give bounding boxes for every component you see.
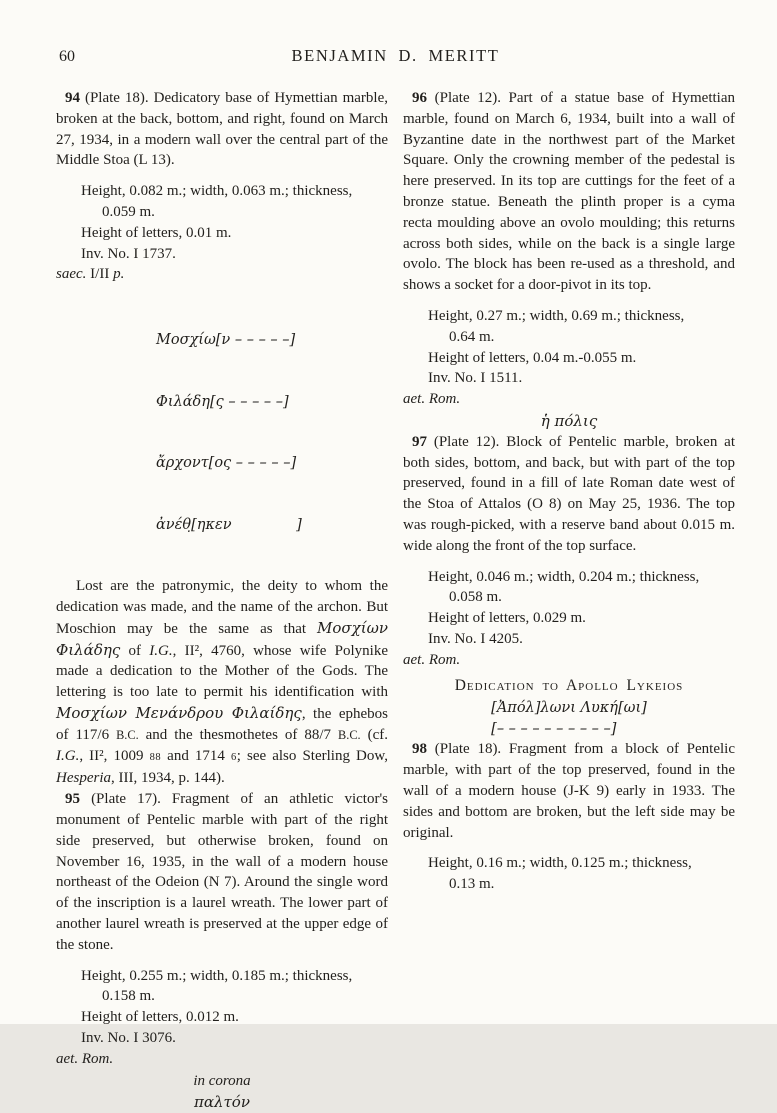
entry-97-heading: Dedication to Apollo Lykeios (454, 676, 684, 694)
measurement-line: Height of letters, 0.04 m.-0.055 m. (428, 349, 637, 366)
entry-96-paragraph (403, 88, 735, 296)
citation-run: Hesperia (56, 770, 111, 787)
inscription-block (491, 698, 647, 739)
entry-95-number: 95 (65, 791, 80, 808)
entry-98-measurements (403, 853, 735, 895)
text-run: ; see also Sterling Dow, (236, 747, 388, 764)
date-run: saec. (56, 266, 87, 283)
text-run: Lost are the patronymic, the deity to whom the dedication was made, and the name of the archon. But Moschion may be the same as that (56, 578, 388, 637)
greek-run: Μοσχίων Φιλάδης (56, 618, 388, 659)
entry-96-inscription-word: ἡ πόλις (540, 411, 598, 430)
entry-97-number: 97 (412, 433, 427, 450)
entry-94-commentary (56, 576, 388, 789)
measurement-line-continuation: 0.158 m. (102, 988, 155, 1005)
measurement-line: Height of letters, 0.01 m. (81, 224, 232, 241)
date-run: p. (113, 266, 125, 283)
text-run: , III, 1934, p. 144). (111, 770, 225, 787)
entry-97-measurements (403, 567, 735, 650)
measurement-line: Inv. No. I 1511. (428, 370, 523, 387)
measurement-line: Inv. No. I 1737. (81, 245, 176, 262)
text-run: , the ephebos of 117/6 (56, 705, 389, 743)
page-header (56, 46, 735, 70)
measurement-line: Height, 0.082 m.; width, 0.063 m.; thickness, (81, 183, 353, 200)
measurement-line-continuation: 0.058 m. (449, 589, 502, 606)
measurement-line-continuation: 0.13 m. (449, 876, 495, 893)
entry-97-date-label (403, 650, 735, 671)
inscription-line: [Ἀπόλ]λωνι Λυκή[ωι] (491, 700, 647, 717)
line-number-run: 6 (230, 751, 237, 763)
entry-95-inscription-word: παλτόν (194, 1093, 250, 1112)
measurement-line: Height, 0.16 m.; width, 0.125 m.; thickness, (428, 855, 692, 872)
inscription-line: Μοσχίω[ν – – – – –] (156, 332, 296, 349)
measurement-line: Height, 0.255 m.; width, 0.185 m.; thickness, (81, 967, 353, 984)
greek-run: Μοσχίων Μενάνδρου Φιλαίδης (56, 703, 302, 722)
entry-95-date-label (56, 1049, 388, 1070)
measurement-line: Height of letters, 0.012 m. (81, 1009, 239, 1026)
text-run: , II², 4760, whose wife Polynike made a dedication to the Mother of the Gods. The lettering is too late to permit his identification with (56, 642, 388, 701)
entry-94-text: (Plate 18). Dedicatory base of Hymettian marble, broken at the back, bottom, and right, found on March 27, 1934, in a modern wall over the central part of the Middle Stoa (L 13). (56, 90, 388, 169)
entry-96-text: (Plate 12). Part of a statue base of Hymettian marble, found on March 6, 1934, built into a wall of Byzantine date in the northwest part of the Market Square. Only the crowning member of the pedestal is here preserved. In its top are cuttings for the feet of a bronze statue. Beneath the plinth proper is a cyma recta moulding above an ovolo moulding; this returns across both sides, while on the back is a single large ovolo. The block has been re-used as a threshold, and shows a socket for a door-pivot in its top. (403, 90, 735, 294)
measurement-line-continuation: 0.64 m. (449, 328, 495, 345)
citation-run: I.G. (56, 747, 80, 764)
inscription-line: ἀνέθ̣[ηκεν ] (156, 516, 302, 533)
entry-94-date-label (56, 264, 388, 285)
entry-94-number: 94 (65, 90, 80, 106)
date-run: aet. Rom. (56, 1050, 114, 1067)
entry-96-number: 96 (412, 90, 427, 106)
text-run: , II², 1009 (79, 747, 150, 764)
entry-97-text: (Plate 12). Block of Pentelic marble, broken at both sides, bottom, and back, but with part of the top preserved, found in a fill of late Roman date west of the Stoa of Attalos (O 8) on May 25, 1936. The top was rough-picked, with a reserve band about 0.015 m. wide along the front of the top surface. (403, 433, 735, 554)
entry-97-inscription (403, 698, 735, 739)
entry-95-paragraph (56, 789, 388, 955)
entry-94-paragraph (56, 88, 388, 171)
inscription-line: Φιλάδη[ς – – – – –] (156, 393, 289, 410)
entry-95-measurements (56, 966, 388, 1049)
smallcaps-run: B.C. (338, 727, 361, 742)
entry-95-text: (Plate 17). Fragment of an athletic victor's monument of Pentelic marble with part of the right side preserved, but otherwise broken, found on November 16, 1935, in the wall of a modern house northeast of the Odeion (N 7). Around the single word of the inscription is a laurel wreath. The lower part of another laurel wreath is preserved at the upper edge of the stone. (56, 791, 388, 953)
entry-94-measurements (56, 181, 388, 264)
date-run: aet. Rom. (403, 391, 461, 408)
smallcaps-run: B.C. (116, 727, 139, 742)
date-run: aet. Rom. (403, 651, 461, 668)
citation-run: I.G. (149, 642, 173, 659)
running-head: BENJAMIN D. MERITT (291, 46, 500, 65)
line-number-run: 88 (149, 751, 162, 763)
entry-96-date-label (403, 389, 735, 410)
text-run: (cf. (360, 726, 388, 743)
entry-94-inscription (156, 289, 388, 576)
text-run: and 1714 (161, 747, 231, 764)
measurement-line: Height, 0.046 m.; width, 0.204 m.; thickness, (428, 568, 700, 585)
inscription-line: [– – – – – – – – – –] (491, 720, 617, 737)
entry-96-measurements (403, 306, 735, 389)
measurement-line-continuation: 0.059 m. (102, 203, 155, 220)
two-column-layout (56, 88, 735, 1113)
measurement-line: Height, 0.27 m.; width, 0.69 m.; thickness, (428, 307, 685, 324)
entry-98-number: 98 (412, 741, 427, 758)
inscription-line: ἄρχοντ[ος – – – – –] (156, 455, 297, 472)
entry-98-paragraph (403, 739, 735, 843)
date-run: I/II (86, 266, 114, 283)
text-run: and the thesmothetes of 88/7 (138, 726, 339, 743)
entry-95-corona-label: in corona (193, 1072, 251, 1089)
entry-98-text: (Plate 18). Fragment from a block of Pentelic marble, with part of the top preserved, found in the wall of a modern house (J-K 9) early in 1933. The sides and bottom are broken, but the left side may be original. (403, 741, 735, 841)
entry-97-paragraph (403, 432, 735, 557)
measurement-line: Height of letters, 0.029 m. (428, 610, 586, 627)
measurement-line: Inv. No. I 3076. (81, 1029, 176, 1046)
page-number: 60 (59, 48, 75, 65)
left-column (56, 88, 388, 1113)
text-run: of (120, 642, 150, 659)
right-column (403, 88, 735, 1113)
measurement-line: Inv. No. I 4205. (428, 630, 523, 647)
